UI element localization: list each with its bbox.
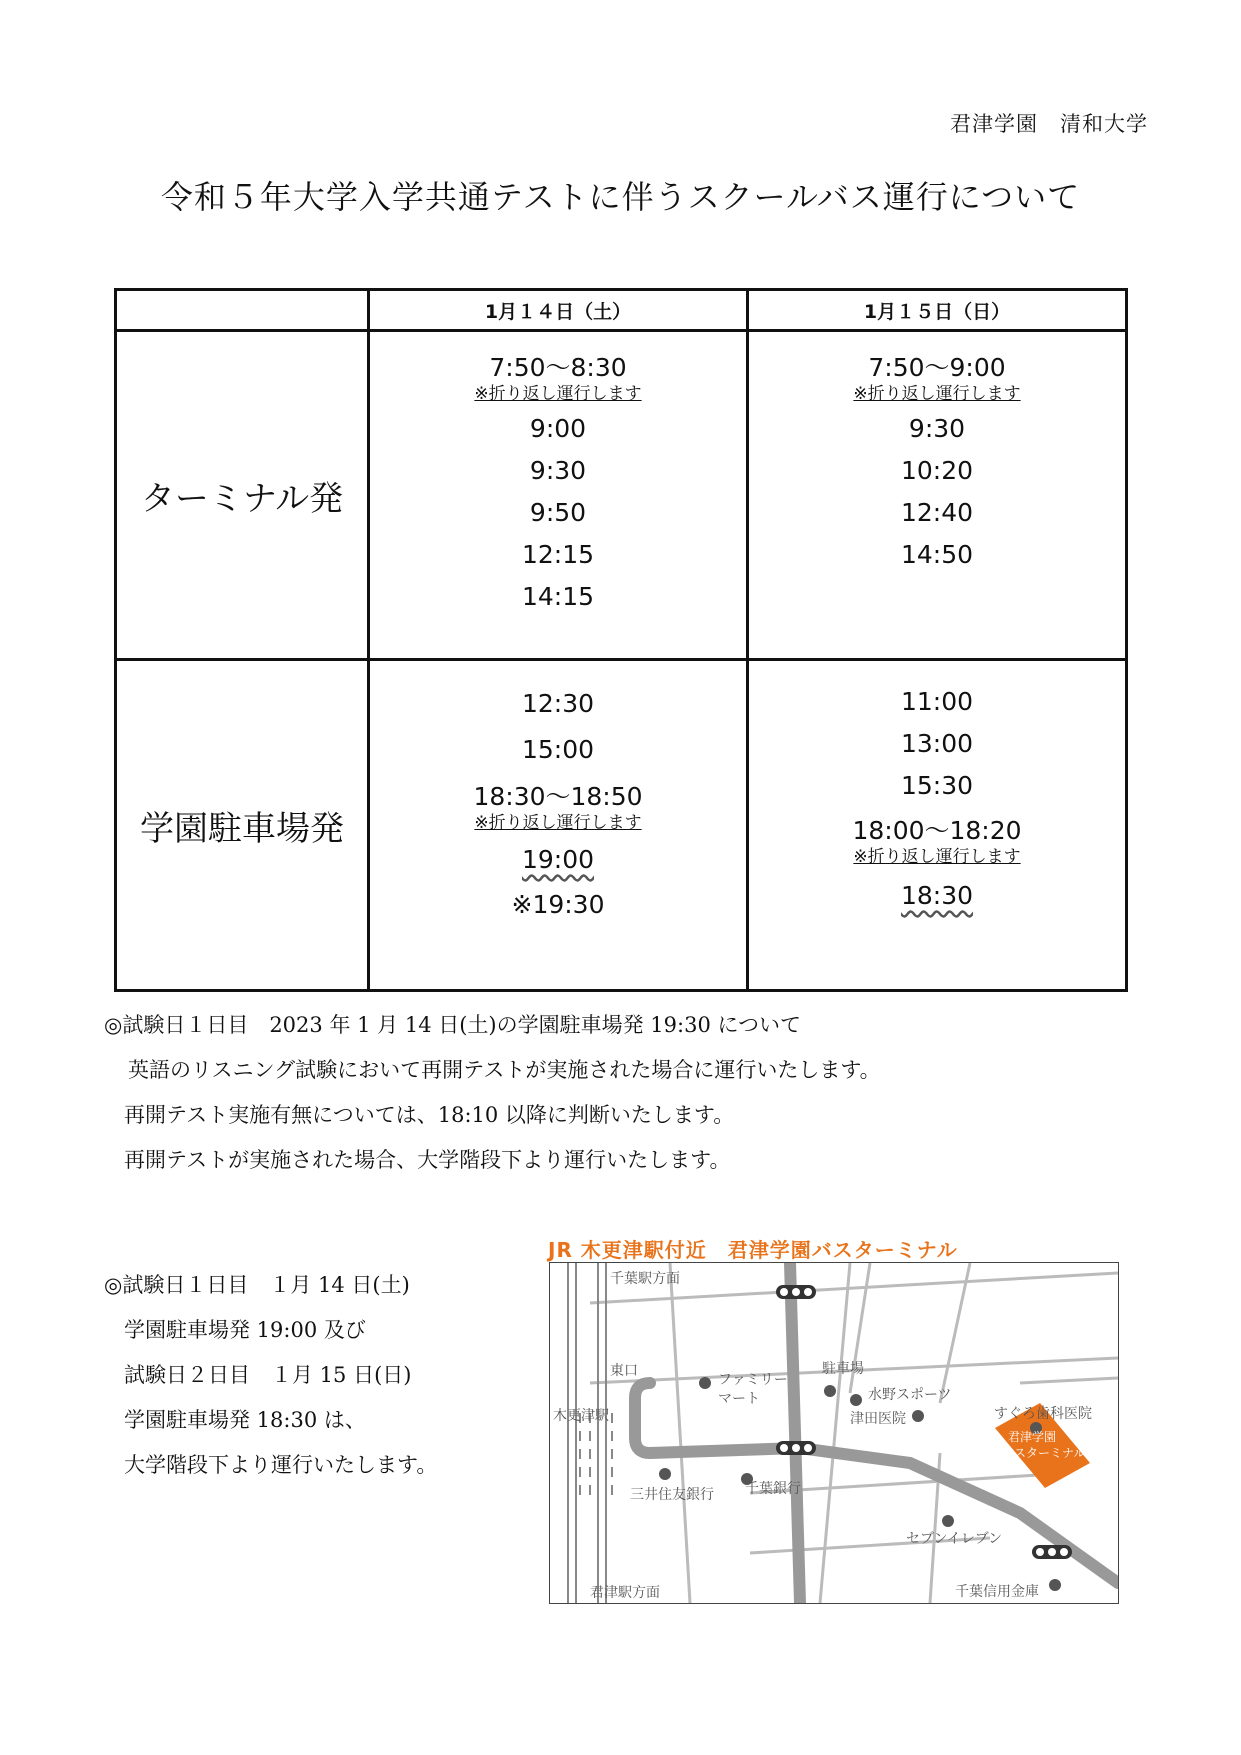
page-title: 令和５年大学入学共通テストに伴うスクールバス運行について [160, 178, 1081, 216]
map-label-shinkin: 千葉信用金庫 [955, 1584, 1039, 1600]
map-label-chiba-direction: 千葉駅方面 [610, 1271, 680, 1287]
map-label-mizuno-sports: 水野スポーツ [868, 1387, 952, 1403]
map-label-smbc: 三井住友銀行 [630, 1487, 714, 1503]
map-label-suguro-dental: すぐろ歯科医院 [994, 1406, 1092, 1422]
shuttle-note: ※折り返し運行します [474, 813, 642, 833]
time-range: 7:50〜9:00 [868, 353, 1006, 382]
column-header-sunday: 1月１５日（日） [748, 290, 1127, 331]
shuttle-note: ※折り返し運行します [853, 384, 1021, 404]
campus-sunday-cell [748, 660, 1127, 991]
time-conditional: ※19:30 [511, 890, 605, 919]
time [749, 873, 1125, 919]
notice-line: 学園駐車場発 18:30 は、 [124, 1408, 366, 1432]
map-label-family-mart: ファミリー [718, 1372, 788, 1388]
row-label-campus: 学園駐車場発 [116, 660, 369, 991]
notice-line: 再開テストが実施された場合、大学階段下より運行いたします。 [124, 1148, 731, 1172]
column-header-saturday: 1月１４日（土） [369, 290, 748, 331]
notice-line: 英語のリスニング試験において再開テストが実施された場合に運行いたします。 [128, 1058, 881, 1082]
notice-line: 試験日２日目 １月 15 日(日) [124, 1363, 412, 1387]
time-range: 7:50〜8:30 [489, 353, 627, 382]
time: 9:30 [529, 456, 587, 485]
campus-departure-row [116, 660, 1127, 991]
map-label-east-exit: 東口 [610, 1363, 638, 1379]
time: 9:50 [529, 498, 587, 527]
terminal-departure-row [116, 331, 1127, 660]
time: 9:00 [529, 414, 587, 443]
campus-saturday-cell [369, 660, 748, 991]
notice-line: 学園駐車場発 19:00 及び [124, 1318, 366, 1342]
notice-line: 再開テスト実施有無については、18:10 以降に判断いたします。 [124, 1103, 735, 1127]
map-label-seven-eleven: セブンイレブン [906, 1531, 1003, 1547]
notice-listening-test [104, 1003, 881, 1183]
map-title: JR 木更津駅付近 君津学園バスターミナル [548, 1238, 958, 1262]
terminal-saturday-cell [369, 331, 748, 660]
time: 12:40 [900, 498, 974, 527]
notice-departure-location [104, 1263, 437, 1488]
row-label-terminal: ターミナル発 [116, 331, 369, 660]
map-drawing [550, 1263, 1118, 1603]
notice-line: ◎試験日１日目 １月 14 日(土) [104, 1273, 410, 1297]
time: 13:00 [900, 729, 974, 758]
organization-name: 君津学園 清和大学 [950, 112, 1148, 136]
map-label-family-mart-2: マート [718, 1391, 760, 1407]
header-empty-cell [116, 290, 369, 331]
time [370, 837, 746, 883]
time: 12:15 [521, 540, 595, 569]
time: 14:50 [900, 540, 974, 569]
table-header-row [116, 290, 1127, 331]
notice-line: ◎試験日１日目 2023 年 1 月 14 日(土)の学園駐車場発 19:30 について [104, 1013, 802, 1037]
time: 11:00 [900, 687, 974, 716]
map-label-tsuda-clinic: 津田医院 [850, 1411, 906, 1427]
terminal-sunday-cell [748, 331, 1127, 660]
notice-line: 大学階段下より運行いたします。 [124, 1453, 438, 1477]
time: 10:20 [900, 456, 974, 485]
time-range: 18:30〜18:50 [473, 782, 643, 811]
shuttle-note: ※折り返し運行します [853, 847, 1021, 867]
map-label-terminal: 君津学園 [1008, 1430, 1057, 1444]
shuttle-note: ※折り返し運行します [474, 384, 642, 404]
time: 9:30 [908, 414, 966, 443]
railway [568, 1263, 612, 1603]
time-wavy: 19:00 [521, 845, 595, 874]
area-map [549, 1262, 1119, 1604]
time: 15:00 [521, 735, 595, 764]
map-label-station: 木更津駅 [553, 1408, 609, 1424]
map-label-terminal-2: バスターミナル [1002, 1446, 1086, 1460]
map-label-parking: 駐車場 [822, 1361, 864, 1377]
time-wavy: 18:30 [900, 881, 974, 910]
bus-schedule-table [114, 288, 1128, 992]
time: 12:30 [521, 689, 595, 718]
time: 14:15 [521, 582, 595, 611]
time-range: 18:00〜18:20 [852, 816, 1022, 845]
time: 15:30 [900, 771, 974, 800]
map-label-chiba-bank: 千葉銀行 [745, 1481, 801, 1497]
map-label-kimitsu-direction: 君津駅方面 [590, 1585, 660, 1601]
